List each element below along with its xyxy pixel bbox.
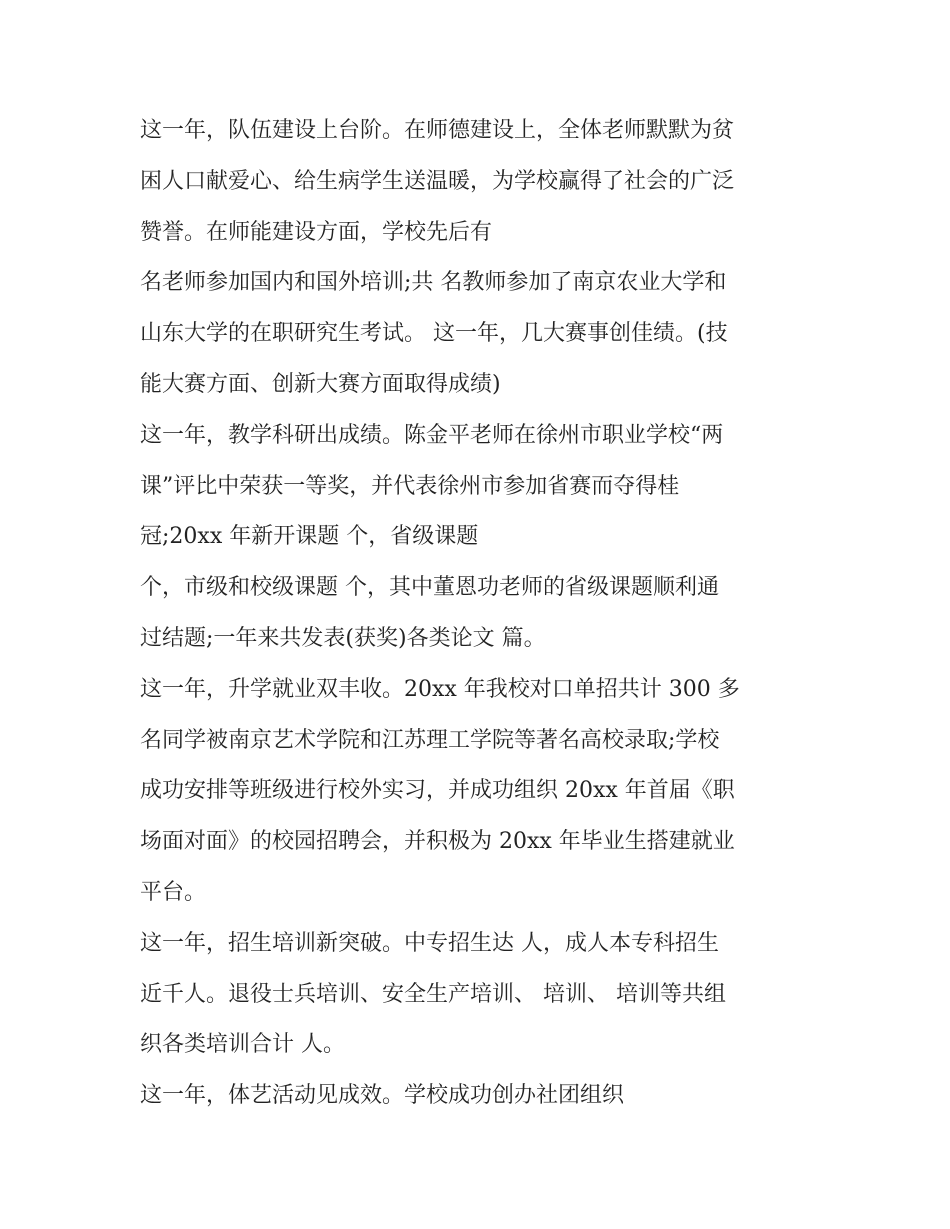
text-line-07: 这一年，教学科研出成绩。陈金平老师在徐州市职业学校“两 [140, 422, 724, 448]
text-line-15: 场面对面》的校园招聘会，并积极为 20xx 年毕业生搭建就业 [140, 829, 735, 855]
text-line-05: 山东大学的在职研究生考试。 这一年，几大赛事创佳绩。(技 [140, 321, 728, 347]
text-line-06: 能大赛方面、创新大赛方面取得成绩) [140, 371, 501, 397]
text-line-20: 这一年，体艺活动见成效。学校成功创办社团组织 [140, 1083, 625, 1109]
text-line-16: 平台。 [140, 879, 207, 905]
text-line-12: 这一年，升学就业双丰收。20xx 年我校对口单招共计 300 多 [140, 676, 740, 702]
text-line-04: 名老师参加国内和国外培训;共 名教师参加了南京农业大学和 [140, 270, 727, 296]
text-line-09: 冠;20xx 年新开课题 个，省级课题 [140, 524, 479, 550]
text-line-03: 赞誉。在师能建设方面，学校先后有 [140, 219, 493, 245]
text-line-08: 课”评比中荣获一等奖，并代表徐州市参加省赛而夺得桂 [140, 473, 680, 499]
text-line-18: 近千人。退役士兵培训、安全生产培训、 培训、 培训等共组 [140, 981, 726, 1007]
text-line-10: 个，市级和校级课题 个，其中董恩功老师的省级课题顺利通 [140, 575, 719, 601]
text-line-02: 困人口献爱心、给生病学生送温暖，为学校赢得了社会的广泛 [140, 168, 735, 194]
text-line-14: 成功安排等班级进行校外实习，并成功组织 20xx 年首届《职 [140, 778, 735, 804]
document-text-body [140, 106, 820, 1122]
text-line-11: 过结题;一年来共发表(获奖)各类论文 篇。 [140, 625, 546, 651]
text-line-01: 这一年，队伍建设上台阶。在师德建设上，全体老师默默为贫 [140, 118, 735, 143]
text-line-17: 这一年，招生培训新突破。中专招生达 人，成人本专科招生 [140, 930, 719, 956]
text-line-13: 名同学被南京艺术学院和江苏理工学院等著名高校录取;学校 [140, 727, 720, 753]
text-line-19: 织各类培训合计 人。 [140, 1032, 345, 1058]
